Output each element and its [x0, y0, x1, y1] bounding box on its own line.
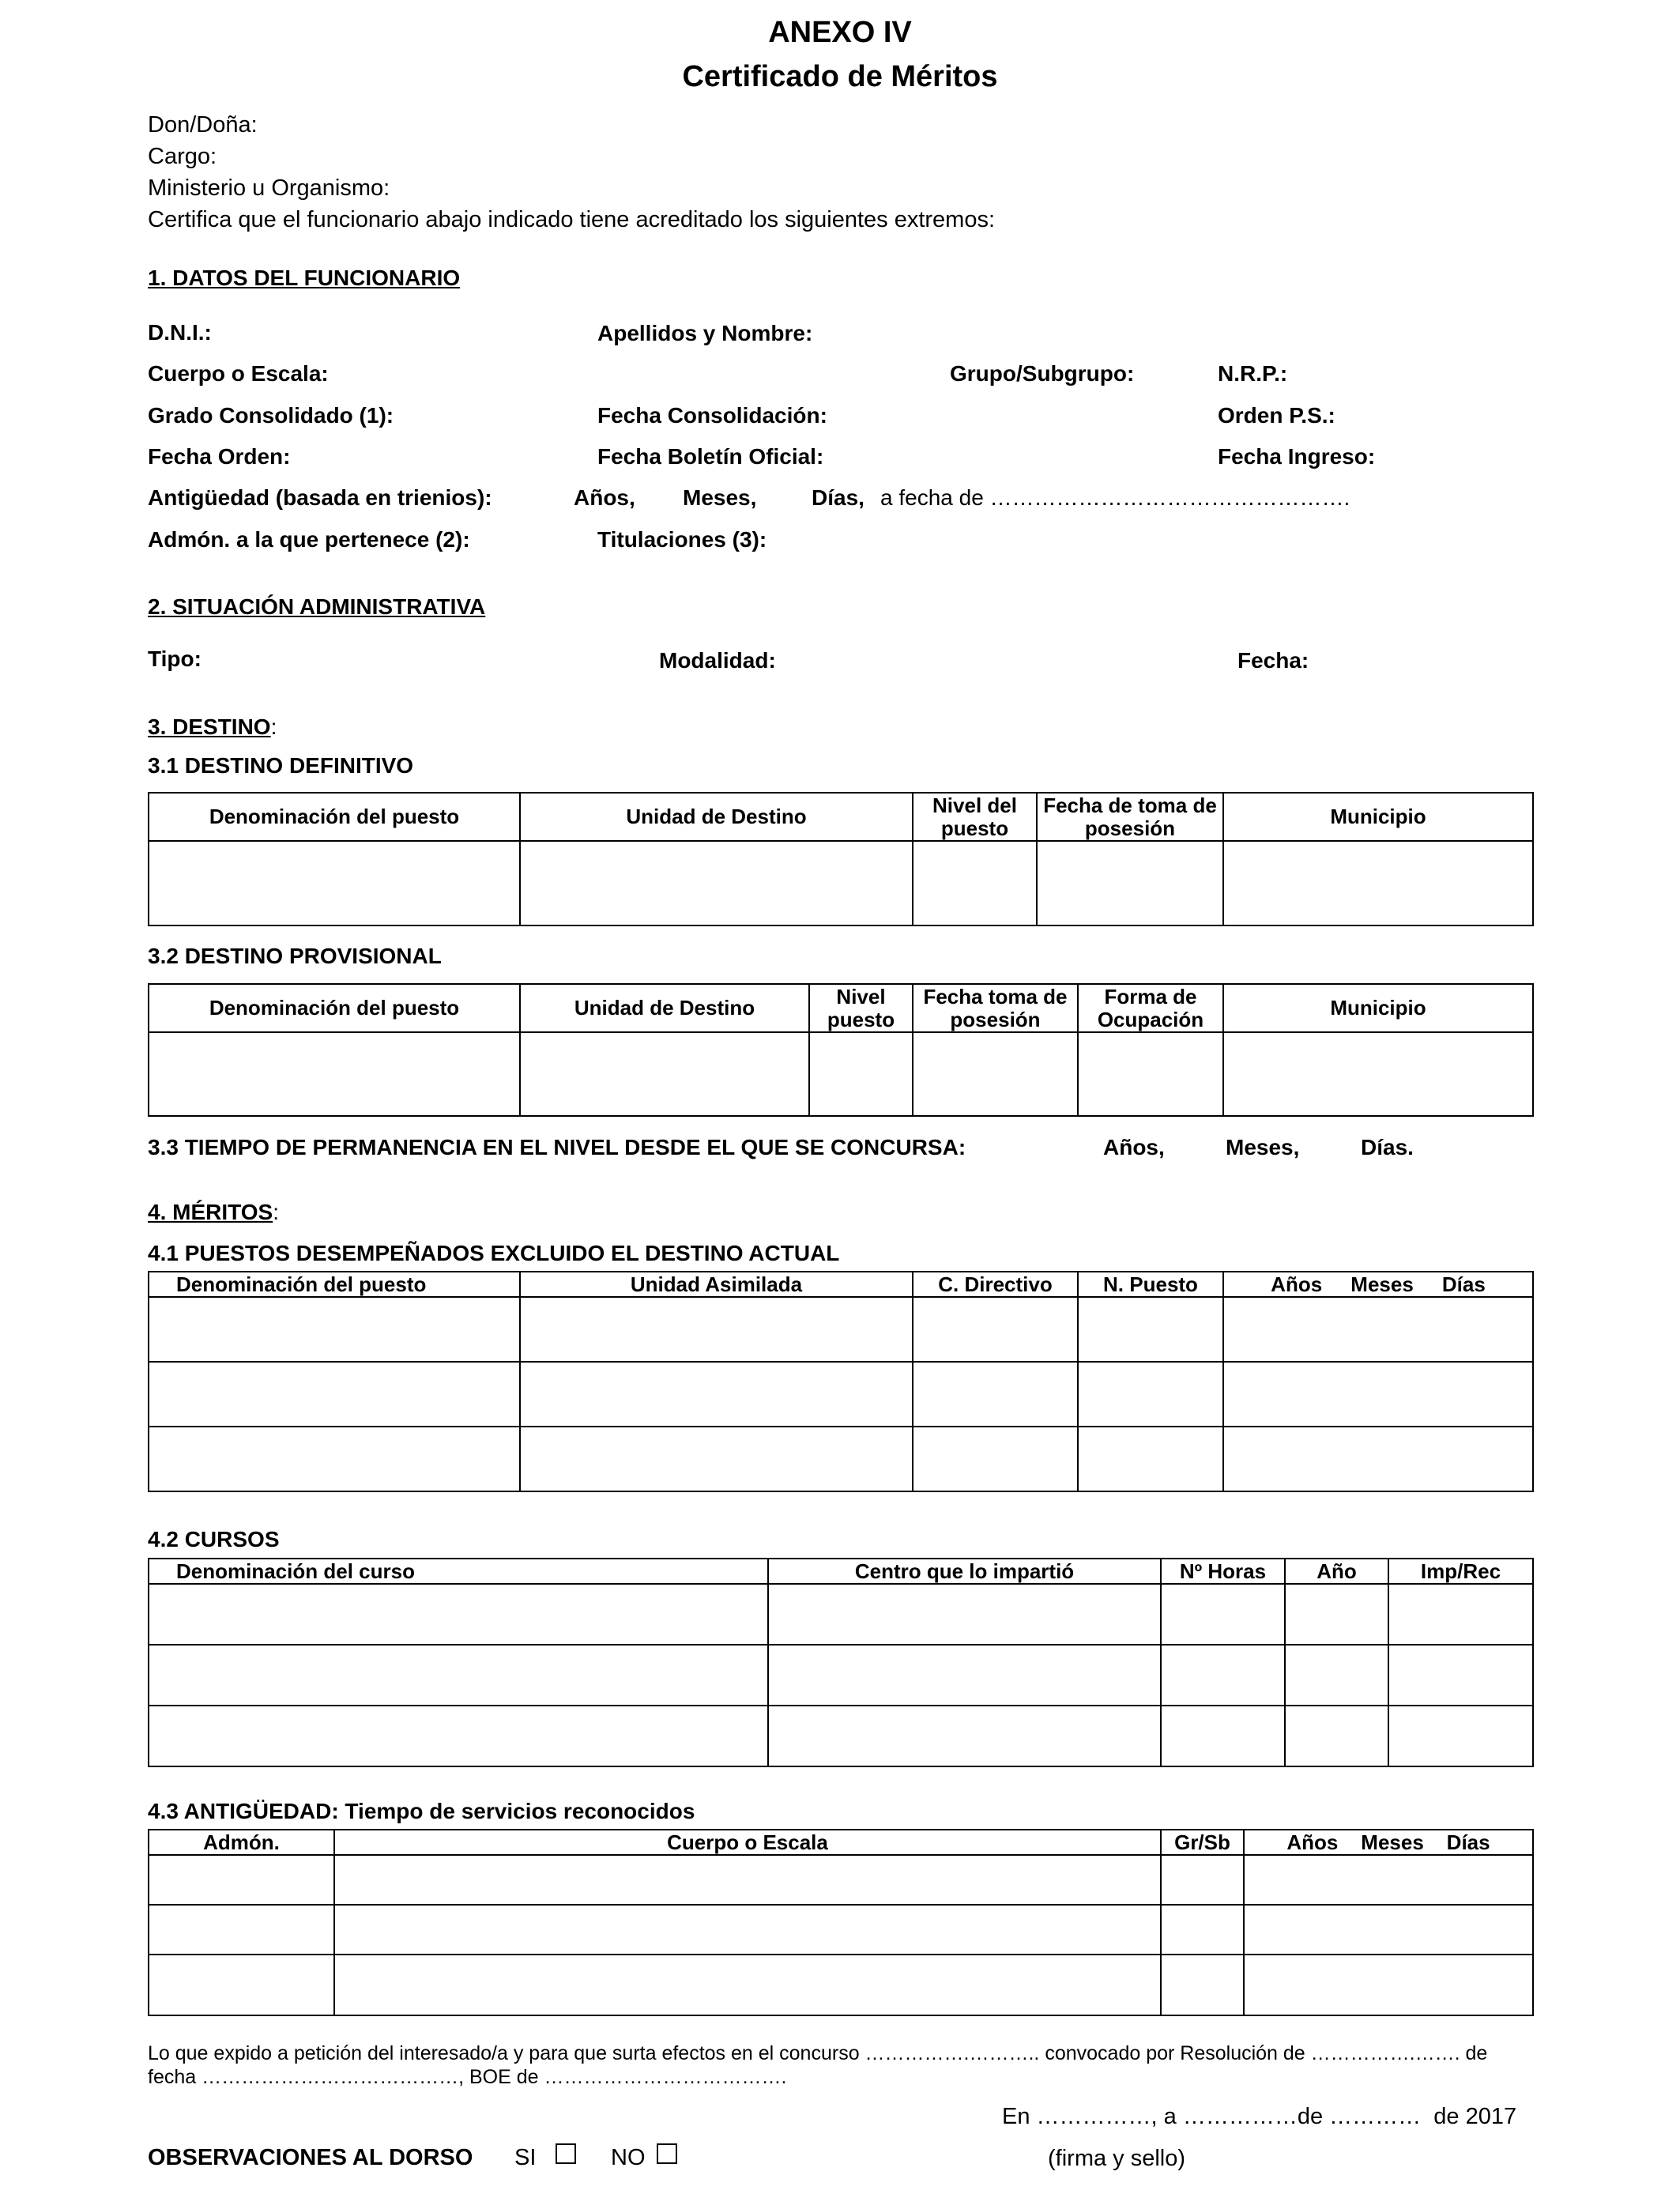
- permanencia-meses: Meses,: [1226, 1135, 1300, 1159]
- antiguedad-table: [148, 1829, 1534, 2016]
- expido-line-2: fecha …………………………………, BOE de ……………………………….: [148, 2066, 787, 2088]
- permanencia-dias: Días.: [1361, 1135, 1414, 1159]
- table-cell[interactable]: [1078, 1427, 1223, 1491]
- table-header-row: [149, 984, 1533, 1032]
- antiguedad-heading-bold: 4.3 ANTIGÜEDAD:: [148, 1799, 339, 1823]
- table-cell[interactable]: [768, 1645, 1161, 1706]
- grado-label: Grado Consolidado (1):: [148, 403, 394, 428]
- table-cell[interactable]: [913, 1362, 1078, 1427]
- section-2-heading: 2. SITUACIÓN ADMINISTRATIVA: [148, 594, 486, 619]
- table-cell[interactable]: [1388, 1584, 1533, 1645]
- cursos-heading: 4.2 CURSOS: [148, 1527, 280, 1551]
- annex-title: ANEXO IV: [768, 16, 912, 49]
- column-header: Denominación del puesto: [149, 1272, 520, 1297]
- cuerpo-label: Cuerpo o Escala:: [148, 361, 329, 386]
- titulaciones-label: Titulaciones (3):: [597, 527, 767, 552]
- table-cell[interactable]: [149, 1645, 768, 1706]
- table-cell[interactable]: [1285, 1584, 1388, 1645]
- table-cell[interactable]: [149, 1427, 520, 1491]
- table-cell[interactable]: [1161, 1955, 1244, 2015]
- section-1-heading: 1. DATOS DEL FUNCIONARIO: [148, 266, 461, 290]
- table-cell[interactable]: [149, 1706, 768, 1766]
- column-header: Municipio: [1223, 793, 1533, 841]
- document-title: Certificado de Méritos: [682, 60, 998, 93]
- table-header-row: [149, 1272, 1533, 1297]
- table-header-row: [149, 793, 1533, 841]
- admon-label: Admón. a la que pertenece (2):: [148, 527, 470, 552]
- table-row: [149, 1955, 1533, 2015]
- table-cell[interactable]: [768, 1584, 1161, 1645]
- table-row: [149, 1855, 1533, 1905]
- column-header: Unidad de Destino: [520, 984, 809, 1032]
- table-cell[interactable]: [520, 1032, 809, 1116]
- table-cell[interactable]: [334, 1855, 1161, 1905]
- grupo-label: Grupo/Subgrupo:: [950, 361, 1135, 386]
- table-header-row: [149, 1830, 1533, 1855]
- column-header: Centro que lo impartió: [768, 1559, 1161, 1584]
- cursos-table: [148, 1558, 1534, 1767]
- table-cell[interactable]: [1285, 1706, 1388, 1766]
- table-cell[interactable]: [334, 1955, 1161, 2015]
- section-3-colon: :: [270, 714, 277, 739]
- antiguedad-dias: Días,: [812, 485, 864, 510]
- table-cell[interactable]: [334, 1905, 1161, 1955]
- column-header: C. Directivo: [913, 1272, 1078, 1297]
- antiguedad-heading-rest: Tiempo de servicios reconocidos: [338, 1799, 695, 1823]
- table-cell[interactable]: [913, 1032, 1078, 1116]
- table-cell[interactable]: [768, 1706, 1161, 1766]
- table-cell[interactable]: [1244, 1955, 1533, 2015]
- column-header: Denominación del puesto: [149, 793, 520, 841]
- expido-line-1: Lo que expido a petición del interesado/a y para que surta efectos en el concurso …………….……….. convocado por Resolución de …………….……. de: [148, 2042, 1488, 2064]
- table-cell[interactable]: [1223, 841, 1533, 925]
- column-header: Forma de Ocupación: [1078, 984, 1223, 1032]
- table-cell[interactable]: [149, 1362, 520, 1427]
- table-cell[interactable]: [1078, 1362, 1223, 1427]
- table-cell[interactable]: [1161, 1645, 1285, 1706]
- table-cell[interactable]: [1161, 1905, 1244, 1955]
- table-cell[interactable]: [520, 1362, 913, 1427]
- column-header: Fecha de toma de posesión: [1037, 793, 1223, 841]
- table-cell[interactable]: [1223, 1032, 1533, 1116]
- table-cell[interactable]: [520, 1427, 913, 1491]
- fecha-consolidacion-label: Fecha Consolidación:: [597, 403, 827, 428]
- section-3-heading: [148, 714, 277, 740]
- table-cell[interactable]: [520, 1297, 913, 1362]
- si-checkbox[interactable]: [556, 2143, 576, 2164]
- column-header: Municipio: [1223, 984, 1533, 1032]
- table-cell[interactable]: [149, 1584, 768, 1645]
- situacion-fecha-label: Fecha:: [1237, 648, 1309, 673]
- table-cell[interactable]: [149, 841, 520, 925]
- column-header: Fecha toma de posesión: [913, 984, 1078, 1032]
- table-cell[interactable]: [913, 1427, 1078, 1491]
- antiguedad-heading: [148, 1799, 695, 1824]
- column-header: Imp/Rec: [1388, 1559, 1533, 1584]
- en-fecha-line: En ……………, a ……………de ………… de 2017: [1002, 2104, 1517, 2129]
- table-cell[interactable]: [149, 1032, 520, 1116]
- column-header: Años Meses Días: [1244, 1830, 1533, 1855]
- a-fecha-de: a fecha de ………………………………………….: [880, 485, 1350, 510]
- fecha-orden-label: Fecha Orden:: [148, 444, 291, 469]
- certifica-text: Certifica que el funcionario abajo indicado tiene acreditado los siguientes extremos:: [148, 207, 996, 232]
- table-cell[interactable]: [1388, 1645, 1533, 1706]
- column-header: Denominación del curso: [149, 1559, 768, 1584]
- table-header-row: [149, 1559, 1533, 1584]
- ministerio-label: Ministerio u Organismo:: [148, 175, 390, 201]
- table-row: [149, 1297, 1533, 1362]
- orden-ps-label: Orden P.S.:: [1218, 403, 1335, 428]
- antiguedad-anos: Años,: [574, 485, 635, 510]
- destino-provisional-table: [148, 983, 1534, 1117]
- modalidad-label: Modalidad:: [659, 648, 776, 673]
- table-row: [149, 1645, 1533, 1706]
- puestos-desempenados-heading: 4.1 PUESTOS DESEMPEÑADOS EXCLUIDO EL DESTINO ACTUAL: [148, 1241, 840, 1265]
- apellidos-label: Apellidos y Nombre:: [597, 321, 813, 345]
- table-cell[interactable]: [913, 1297, 1078, 1362]
- table-row: [149, 841, 1533, 925]
- column-header: Unidad de Destino: [520, 793, 913, 841]
- table-cell[interactable]: [1161, 1706, 1285, 1766]
- table-cell[interactable]: [1285, 1645, 1388, 1706]
- permanencia-label: 3.3 TIEMPO DE PERMANENCIA EN EL NIVEL DESDE EL QUE SE CONCURSA:: [148, 1135, 966, 1159]
- table-cell[interactable]: [149, 1955, 334, 2015]
- table-cell[interactable]: [149, 1905, 334, 1955]
- column-header: Admón.: [149, 1830, 334, 1855]
- observaciones-label: OBSERVACIONES AL DORSO: [148, 2145, 473, 2170]
- column-header: Gr/Sb: [1161, 1830, 1244, 1855]
- destino-definitivo-table: [148, 792, 1534, 926]
- table-cell[interactable]: [520, 841, 913, 925]
- table-row: [149, 1362, 1533, 1427]
- column-header: Cuerpo o Escala: [334, 1830, 1161, 1855]
- table-cell[interactable]: [913, 841, 1037, 925]
- antiguedad-label: Antigüedad (basada en trienios):: [148, 485, 492, 510]
- destino-definitivo-heading: 3.1 DESTINO DEFINITIVO: [148, 753, 414, 778]
- table-row: [149, 1905, 1533, 1955]
- section-4-heading-text: 4. MÉRITOS: [148, 1200, 273, 1224]
- fecha-boletin-label: Fecha Boletín Oficial:: [597, 444, 824, 469]
- table-cell[interactable]: [149, 1855, 334, 1905]
- table-cell[interactable]: [1161, 1855, 1244, 1905]
- tipo-label: Tipo:: [148, 647, 202, 671]
- don-dona-label: Don/Doña:: [148, 112, 258, 138]
- dni-label: D.N.I.:: [148, 320, 212, 345]
- table-cell[interactable]: [1161, 1584, 1285, 1645]
- si-label: SI: [514, 2145, 537, 2170]
- table-cell[interactable]: [1244, 1855, 1533, 1905]
- nrp-label: N.R.P.:: [1218, 361, 1288, 386]
- destino-provisional-heading: 3.2 DESTINO PROVISIONAL: [148, 944, 442, 968]
- table-cell[interactable]: [149, 1297, 520, 1362]
- firma-sello-label: (firma y sello): [1048, 2146, 1186, 2171]
- column-header: Unidad Asimilada: [520, 1272, 913, 1297]
- table-cell[interactable]: [809, 1032, 913, 1116]
- permanencia-anos: Años,: [1103, 1135, 1165, 1159]
- column-header: Nivel puesto: [809, 984, 913, 1032]
- cargo-label: Cargo:: [148, 144, 217, 169]
- table-cell[interactable]: [1223, 1362, 1533, 1427]
- section-4-heading: [148, 1200, 279, 1225]
- column-header: Nº Horas: [1161, 1559, 1285, 1584]
- antiguedad-meses: Meses,: [683, 485, 757, 510]
- fecha-ingreso-label: Fecha Ingreso:: [1218, 444, 1376, 469]
- table-row: [149, 1427, 1533, 1491]
- table-cell[interactable]: [1078, 1297, 1223, 1362]
- column-header: N. Puesto: [1078, 1272, 1223, 1297]
- no-label: NO: [611, 2145, 646, 2170]
- table-cell[interactable]: [1223, 1297, 1533, 1362]
- table-cell[interactable]: [1223, 1427, 1533, 1491]
- column-header: Años Meses Días: [1223, 1272, 1533, 1297]
- section-3-heading-text: 3. DESTINO: [148, 714, 271, 739]
- table-row: [149, 1584, 1533, 1645]
- no-checkbox[interactable]: [657, 2143, 677, 2164]
- table-cell[interactable]: [1388, 1706, 1533, 1766]
- table-row: [149, 1032, 1533, 1116]
- section-4-colon: :: [273, 1200, 279, 1224]
- table-cell[interactable]: [1244, 1905, 1533, 1955]
- table-row: [149, 1706, 1533, 1766]
- table-cell[interactable]: [1078, 1032, 1223, 1116]
- puestos-table: [148, 1271, 1534, 1492]
- column-header: Nivel del puesto: [913, 793, 1037, 841]
- table-cell[interactable]: [1037, 841, 1223, 925]
- column-header: Denominación del puesto: [149, 984, 520, 1032]
- column-header: Año: [1285, 1559, 1388, 1584]
